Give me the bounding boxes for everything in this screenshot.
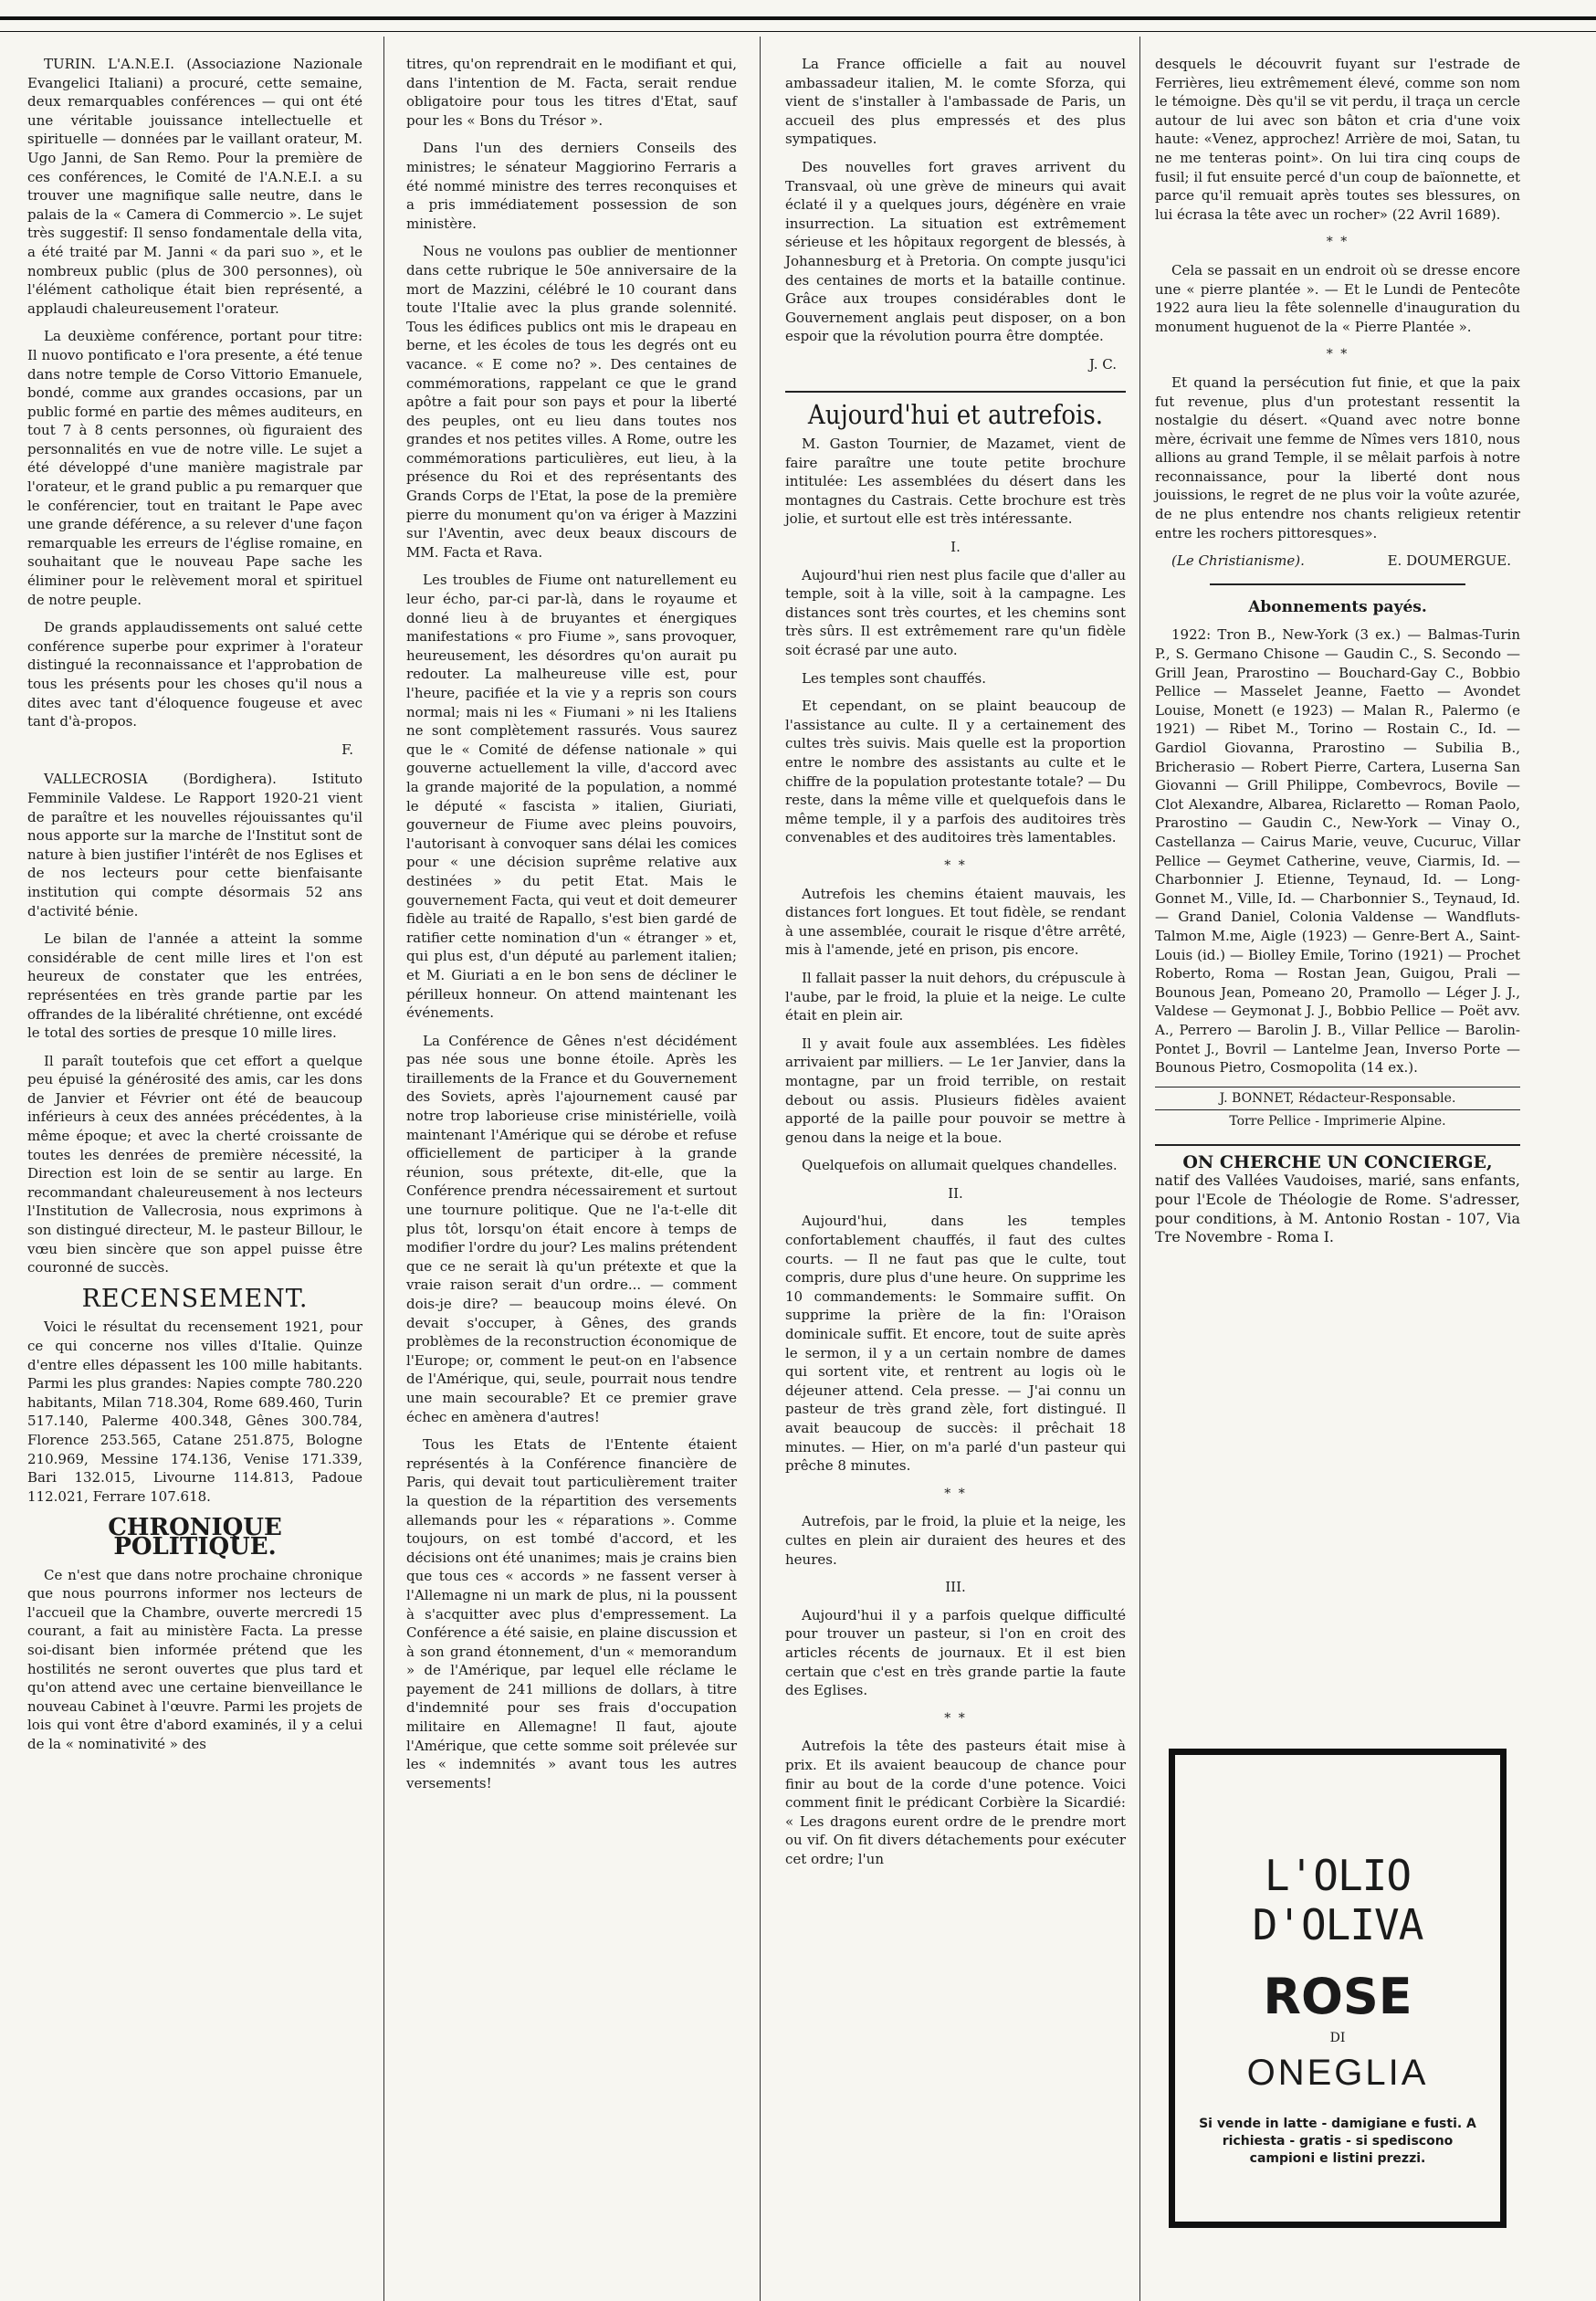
section-i-paragraph: Il y avait foule aux assemblées. Les fidèles arrivaient par milliers. — Le 1er Janvier, dans la montagne, par un froid terrible, on restait debout ou assis. Plusieurs fidèles avaient apporté de la paille pour pouvoir se mettre à genou dans la neige et la boue. bbox=[785, 1035, 1126, 1146]
section-iii-numeral: III. bbox=[945, 1579, 966, 1596]
divider bbox=[1210, 583, 1465, 585]
column-3 bbox=[785, 55, 1126, 1877]
section-i-numeral: I. bbox=[950, 539, 961, 556]
column-rule bbox=[383, 37, 384, 2301]
chronique-heading: CHRONIQUE POLITIQUE. bbox=[108, 1514, 282, 1560]
column-rule bbox=[760, 37, 761, 2301]
section-i-paragraph: Autrefois les chemins étaient mauvais, les distances fort longues. Et tout fidèle, se rendant à une assemblée, courait le risque d'être arrêté, mis à l'amende, jeté en prison, pis encore. bbox=[785, 885, 1126, 959]
asterism: * * bbox=[1326, 347, 1349, 362]
ad-di: DI bbox=[1329, 2031, 1346, 2045]
source: (Le Christianisme). bbox=[1171, 552, 1305, 570]
intro-paragraph: M. Gaston Tournier, de Mazamet, vient de faire paraître une toute petite brochure intitulée: Les assemblées du désert dans les montagnes du Castrais. Cette brochure est très jolie, et surtout elle est très intéressante. bbox=[785, 436, 1126, 528]
olive-oil-ad bbox=[1169, 1749, 1507, 2228]
nostalgie-paragraph: Et quand la persécution fut finie, et que la paix fut revenue, plus d'un protestant ressentit la nostalgie du désert. «Quand avec notre bonne mère, écrivait une femme de Nîmes vers 1810, nous allions au grand Temple, il se mêlait parfois à notre reconnaissance, pour la liberté dont nous jouissions, le regret de ne plus voir la voûte azurée, de ne plus entendre nos chants religieux retentir entre les rochers pittoresques». bbox=[1155, 373, 1520, 541]
section-i-paragraph: Quelquefois on allumait quelques chandelles. bbox=[802, 1157, 1118, 1174]
column-1 bbox=[27, 55, 362, 1762]
column-4 bbox=[1155, 55, 1520, 1247]
chronique-cont: titres, qu'on reprendrait en le modifiant et qui, dans l'intention de M. Facta, serait rendue obligatoire pour tous les titres d'Etat, sauf pour les « Bons du Trésor ». bbox=[406, 56, 737, 129]
recensement-paragraph: Voici le résultat du recensement 1921, pour ce qui concerne nos villes d'Italie. Quinze d'entre elles dépassent les 100 mille habitants. Parmi les plus grandes: Napies compte 780.220 habitants, Milan 718.304, Rome 689.460, Turin 517.140, Palerme 400.348, Gênes 300.784, Florence 253.565, Catane 251.875, Bologne 210.969, Messine 174.136, Venise 171.339, Bari 132.015, Livourne 114.813, Padoue 112.021, Ferrare 107.618. bbox=[27, 1319, 362, 1505]
section-ii-numeral: II. bbox=[948, 1184, 963, 1202]
paris-paragraph: Tous les Etats de l'Entente étaient représentés à la Conférence financière de Paris, qui devait tout particulièrement traiter la question de la répartition des versements allemands pour les « réparations ». Comme toujours, on est tombé d'accord, et les décisions ont été unanimes; mais je crains bien que tous ces « accords » ne fassent verser à l'Allemagne ni un mark de plus, ni la poussent à s'acquitter avec plus d'empressement. La Conférence a été saisie, en plaine discussion et à son grand étonnement, d'un « memorandum » de l'Amérique, par lequel elle réclame le payement de 241 millions de dollars, à titre d'indemnité pour ses frais d'occupation militaire en Allemagne! Il faut, ajoute l'Amérique, que cette somme soit prélevée sur les « indemnités » avant tous les autres versements! bbox=[406, 1436, 737, 1791]
genes-paragraph: La Conférence de Gênes n'est décidément pas née sous une bonne étoile. Après les tiraillements de la France et du Gouvernement des Soviets, après l'ajournement causé par notre trop laborieuse crise ministérielle, voilà maintenant l'Amérique qui se dérobe et refuse officiellement de participer à la grande réunion, sous prétexte, dit-elle, que la Conférence prendra nécessairement et surtout une tournure politique. Que ne l'a-t-elle dit plus tôt, lorsqu'on était encore à temps de modifier l'ordre du jour? Les malins prétendent que ce ne serait là qu'un prétexte et que la vraie raison serait d'un ordre... — comment dois-je dire? — beaucoup moins élevé. On devait s'occuper, à Gênes, des grands problèmes de la reconstruction économique de l'Europe; or, comment le peut-on en l'absence de l'Amérique, qui, seule, pourrait nous tendre une main secourable? Et ce premier grave échec en amènera d'autres! bbox=[406, 1032, 737, 1425]
concierge-text: natif des Vallées Vaudoises, marié, sans enfants, pour l'Ecole de Théologie de Rome. S'adresser, pour conditions, à M. Antonio Rostan - 107, Via Tre Novembre - Roma I. bbox=[1155, 1172, 1520, 1246]
editor-line: J. BONNET, Rédacteur-Responsable. bbox=[1155, 1087, 1520, 1111]
turin-paragraph: TURIN. L'A.N.E.I. (Associazione Nazionale Evangelici Italiani) a procuré, cette semaine, deux remarquables conférences — qui ont été une véritable jouissance intellectuelle et spirituelle — données par le vaillant orateur, M. Ugo Janni, de San Remo. Pour la première de ces conférences, le Comité de l'A.N.E.I. a su trouver une magnifique salle neutre, dans le palais de la « Camera di Commercio ». Le sujet très suggestif: Il senso fondamentale della vita, a été traité par M. Janni « da pari suo », et le nombreux public (plus de 300 personnes), où l'élément catholique était bien représenté, a applaudi chaleureusement l'orateur. bbox=[27, 56, 362, 317]
section-i-paragraph: Les temples sont chauffés. bbox=[802, 669, 987, 687]
top-rule bbox=[0, 16, 1596, 32]
ad-small-text: Si vende in latte - damigiane e fusti. A richiesta - gratis - si spediscono campioni e listini prezzi. bbox=[1199, 2117, 1476, 2166]
abonnements-list: 1922: Tron B., New-York (3 ex.) — Balmas-Turin P., S. Germano Chisone — Gaudin C., S. Secondo — Grill Jean, Prarostino — Bouchard-Gay C., Bobbio Pellice — Masselet Jeanne, Faetto — Avondet Louise, Monett (e 1923) — Malan R., Palermo (e 1921) — Ribet M., Torino — Rostain C., Id. — Gardiol Giovanna, Prarostino — Subilia B., Bricherasio — Robert Pierre, Cartera, Luserna San Giovanni — Grill Philippe, Combevrocs, Bovile — Clot Alexandre, Albarea, Riclaretto — Roman Paolo, Prarostino — Gaudin C., New-York — Vinay O., Castellanza — Cairus Marie, veuve, Cucuruc, Villar Pellice — Geymet Catherine, veuve, Ciarmis, Id. — Charbonnier J. Etienne, Teynaud, Id. — Long-Gonnet M., Ville, Id. — Charbonnier S., Teynaud, Id. — Grand Daniel, Colonia Valdense — Wandfluts-Talmon M.me, Aigle (1923) — Genre-Bert A., Saint-Louis (id.) — Biolley Emile, Torino (1921) — Prochet Roberto, Roma — Rostan Jean, Guigou, Prali — Bounous Jean, Pomeano 20, Pramollo — Léger J. J., Valdese — Geymonat J. J., Bobbio Pellice — Poët avv. A., Perrero — Barolin J. B., Villar Pellice — Barolin-Pontet J., Bovril — Lantelme Jean, Inverso Porte — Bounous Pietro, Cosmopolita (14 ex.). bbox=[1155, 626, 1520, 1077]
vallecrosia-paragraph-3: Il paraît toutefois que cet effort a quelque peu épuisé la générosité des amis, car les dons de Janvier et Février ont été de beaucoup inférieurs à ceux des années précédentes, à la même époque; et avec la cherté croissante de toutes les denrées de première nécessité, la Direction est loin de se sentir au large. En recommandant chaleureusement à nos lecteurs l'Institution de Vallecrosia, nous exprimons à son distingué directeur, M. le pasteur Billour, le vœu bien sincère que son appel puisse être couronné de succès. bbox=[27, 1052, 362, 1277]
recensement-heading: RECENSEMENT. bbox=[81, 1284, 309, 1313]
transvaal-paragraph: Des nouvelles fort graves arrivent du Transvaal, où une grève de mineurs qui avait éclaté il y a quelques jours, dégénère en vraie insurrection. La situation est extrêmement sérieuse et les hôpitaux regorgent de blessés, à Johannesburg et à Pretoria. On compte jusqu'ici des centaines de morts et la bataille continue. Grâce aux troupes considérables dont le Gouvernement anglais peut disposer, on a bon espoir que la révolution pourra être domptée. bbox=[785, 158, 1126, 345]
ad-rose: ROSE bbox=[1263, 1968, 1412, 2025]
sforza-paragraph: La France officielle a fait au nouvel ambassadeur italien, M. le comte Sforza, qui vient de s'installer à l'ambassade de Paris, un accueil des plus empressés et des plus sympatiques. bbox=[785, 56, 1126, 148]
asterism: * * bbox=[1326, 235, 1349, 250]
asterism: * * bbox=[944, 857, 967, 873]
vallecrosia-paragraph-2: Le bilan de l'année a atteint la somme considérable de cent mille lires et l'on est heureux de constater que les entrées, représentées en très grande partie par les offrandes de la libéralité chrétienne, ont excédé le total des sorties de presque 10 mille lires. bbox=[27, 930, 362, 1042]
asterism: * * bbox=[944, 1710, 967, 1726]
pierre-plantee-paragraph: Cela se passait en un endroit où se dresse encore une « pierre plantée ». — Et le Lundi de Pentecôte 1922 aura lieu la fête solennelle d'inauguration du monument huguenot de la « Pierre Plantée ». bbox=[1155, 261, 1520, 335]
corbiere-cont: desquels le découvrit fuyant sur l'estrade de Ferrières, lieu extrêmement élevé, comme son nom le témoigne. Dès qu'il se vit perdu, il traça un cercle autour de lui avec son bâton et cria d'une voix haute: «Venez, approchez! Arrière de moi, Satan, tu ne me tenteras point». On lui tira cinq coups de fusil; il fut ensuite percé d'un coup de baïonnette, et parce qu'il remuait après toutes ses blessures, on lui écrasa la tête avec un rocher» (22 Avril 1689). bbox=[1155, 56, 1520, 223]
section-i-paragraph: Et cependant, on se plaint beaucoup de l'assistance au culte. Il y a certainement des cultes très suivis. Mais quelle est la proportion entre le nombre des assistants au culte et le chiffre de la population protestante totale? — Du reste, dans la même ville et quelquefois dans le même temple, il y a parfois des auditoires très convenables et des auditoires très lamentables. bbox=[785, 698, 1126, 846]
turin-signature: F. bbox=[341, 741, 353, 758]
source-line bbox=[1171, 552, 1511, 571]
abonnements-heading: Abonnements payés. bbox=[1248, 597, 1427, 616]
asterism: * * bbox=[944, 1486, 967, 1501]
section-iii-paragraph: Autrefois la tête des pasteurs était mise à prix. Et ils avaient beaucoup de chance pour finir au bout de la corde d'une potence. Voici comment finit le prédicant Corbière la Sicardié: « Les dragons eurent ordre de le prendre mort ou vif. On fit divers détachements pour exécuter cet ordre; l'un bbox=[785, 1738, 1126, 1867]
section-i-paragraph: Il fallait passer la nuit dehors, du crépuscule à l'aube, par le froid, la pluie et la neige. Le culte était en plein air. bbox=[785, 969, 1126, 1024]
fiume-paragraph: Les troubles de Fiume ont naturellement eu leur écho, par-ci par-là, dans le royaume et donné lieu à de bruyantes et énergiques manifestations « pro Fiume », sans provoquer, heureusement, les désordres qu'on aurait pu redouter. La malheureuse ville est, pour l'heure, pacifiée et la vie y a repris son cours normal; mais ni les « Fiumani » ni les Italiens ne sont complètement rassurés. Vous saurez que le « Comité de défense nationale » qui gouverne actuellement la ville, d'accord avec la grande majorité de la population, a nommé le député « fascista » italien, Giuriati, gouverneur de Fiume avec pleins pouvoirs, l'autorisant à convoquer sans délai les comices pour « une décision suprême relative aux destinées » du petit Etat. Mais le gouvernement Facta, qui veut et doit demeurer fidèle au traité de Rapallo, s'est bien gardé de ratifier cette nomination d'un « étranger » et, qui plus est, d'un député au parlement italien; et M. Giuriati a en le bon sens de décliner le périlleux honneur. On attend maintenant les événements. bbox=[406, 572, 737, 1022]
section-ii-paragraph: Aujourd'hui, dans les temples confortablement chauffés, il faut des cultes courts. — Il ne faut pas que le culte, tout compris, dure plus d'une heure. On supprime les 10 commandements: le Sommaire suffit. On supprime la prière de la fin: l'Oraison dominicale suffit. Et encore, tout de suite après le sermon, il y a un certain nombre de dames qui sortent vite, et rentrent au logis où le déjeuner attend. Cela presse. — J'ai connu un pasteur de très grand zèle, fort distingué. Il avait beaucoup de succès: il prêchait 18 minutes. — Hier, on m'a parlé d'un pasteur qui prêche 8 minutes. bbox=[785, 1213, 1126, 1475]
turin-paragraph-2: La deuxième conférence, portant pour titre: Il nuovo pontificato e l'ora presente, a été tenue dans notre temple de Corso Vittorio Emanuele, bondé, comme aux grandes occasions, par un public formé en partie des mêmes auditeurs, en tout 7 à 8 cents personnes, où figuraient des personnalités en vue de notre ville. Le sujet a été développé d'une manière magistrale par l'orateur, et le grand public a pu remarquer que le conférencier, tout en traitant le Pape avec une grande déférence, a su relever d'une façon remarquable les erreurs de l'église romaine, en souhaitant que le nouveau Pape sache les éliminer pour le relèvement moral et spirituel de notre peuple. bbox=[27, 328, 362, 608]
concierge-ad bbox=[1155, 1144, 1520, 1247]
column-rule bbox=[1139, 37, 1140, 2301]
aujourdhui-heading: Aujourd'hui et autrefois. bbox=[785, 391, 1126, 425]
printer-line: Torre Pellice - Imprimerie Alpine. bbox=[1229, 1114, 1446, 1129]
vallecrosia-paragraph: VALLECROSIA (Bordighera). Istituto Femminile Valdese. Le Rapport 1920-21 vient de paraître et les nouvelles réjouissantes qu'il nous apporte sur la marche de l'Institut sont de nature à bien justifier l'intérêt de nos Eglises et de nos lecteurs pour cette bienfaisante institution qui compte désormais 52 ans d'activité bénie. bbox=[27, 771, 362, 919]
author: E. DOUMERGUE. bbox=[1387, 552, 1511, 570]
turin-paragraph-3: De grands applaudissements ont salué cette conférence superbe pour exprimer à l'orateur distingué la reconnaissance et l'approbation de tous les présents pour les choses qu'il nous a dites avec tant d'éloquence fougeuse et avec tant d'à-propos. bbox=[27, 619, 362, 730]
ferraris-paragraph: Dans l'un des derniers Conseils des ministres; le sénateur Maggiorino Ferraris a été nommé ministre des terres reconquises et a pris immédiatement possession de son ministère. bbox=[406, 140, 737, 232]
mazzini-paragraph: Nous ne voulons pas oublier de mentionner dans cette rubrique le 50e anniversaire de la mort de Mazzini, célébré le 10 courant dans toute l'Italie avec la plus grande solennité. Tous les édifices publics ont mis le drapeau en berne, et les écoles de tous les degrés ont eu vacance. « E come no? ». Des centaines de commémorations, rappelant ce que le grand apôtre a fait pour son pays et pour la liberté des peuples, ont eu lieu dans toutes nos grandes et nos petites villes. A Rome, outre les commémorations particulières, eut lieu, à la présence du Roi et des représentants des Grands Corps de l'Etat, la pose de la première pierre du monument qu'on va ériger à Mazzini sur l'Aventin, avec deux beaux discours de MM. Facta et Rava. bbox=[406, 243, 737, 561]
column-2 bbox=[406, 55, 737, 1802]
chronique-signature: J. C. bbox=[1088, 355, 1117, 373]
chronique-paragraph: Ce n'est que dans notre prochaine chronique que nous pourrons informer nos lecteurs de l'accueil que la Chambre, ouverte mercredi 15 courant, a fait au ministère Facta. La presse soi-disant bien informée prétend que les hostilités ne seront ouvertes que plus tard et qu'on attend avec une certaine bienveillance le nouveau Cabinet à l'œuvre. Parmi les projets de lois qui vont être d'abord examinés, il y a celui de la « nominativité » des bbox=[27, 1566, 362, 1752]
ad-oneglia: ONEGLIA bbox=[1246, 2053, 1429, 2093]
ad-olio: L'OLIO D'OLIVA bbox=[1252, 1851, 1423, 1949]
section-iii-paragraph: Aujourd'hui il y a parfois quelque difficulté pour trouver un pasteur, si l'on en croit des articles récents de journaux. Et il est bien certain que c'est en très grande partie la faute des Eglises. bbox=[785, 1606, 1126, 1699]
section-i-paragraph: Aujourd'hui rien nest plus facile que d'aller au temple, soit à la ville, soit à la campagne. Les distances sont très courtes, et les chemins sont très sûrs. Il est extrêmement rare qu'un fidèle soit écrasé par une auto. bbox=[785, 566, 1126, 659]
concierge-heading: ON CHERCHE UN CONCIERGE, bbox=[1182, 1151, 1493, 1172]
section-ii-paragraph: Autrefois, par le froid, la pluie et la neige, les cultes en plein air duraient des heures et des heures. bbox=[785, 1513, 1126, 1568]
